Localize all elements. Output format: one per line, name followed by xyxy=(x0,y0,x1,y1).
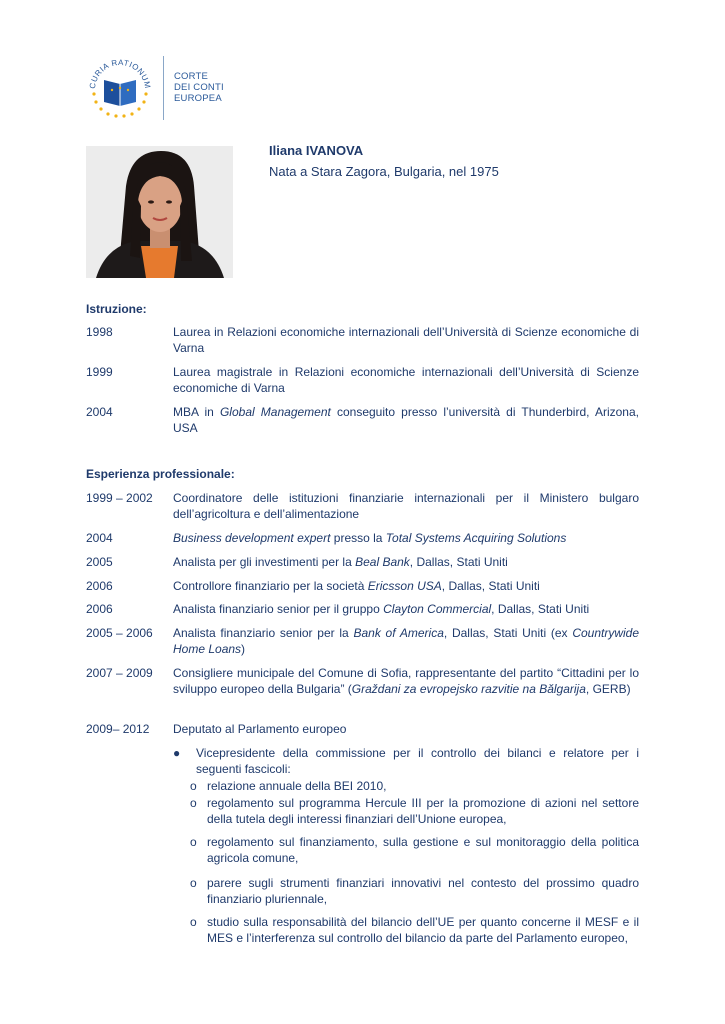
sub-list-text: regolamento sul finanziamento, sulla gestione e sul monitoraggio della politica agricola comune, xyxy=(207,835,639,865)
profile-header xyxy=(269,143,499,179)
sub-list-text: regolamento sul programma Hercule III per la promozione di azioni nel settore della tutela degli interessi finanziari dell’Unione europea, xyxy=(207,796,639,826)
experience-year: 2005 xyxy=(86,555,113,569)
education-text: Laurea in Relazioni economiche internazionali dell’Università di Scienze economiche di Varna xyxy=(173,325,639,355)
sub-list-text: relazione annuale della BEI 2010, xyxy=(207,779,387,793)
experience-year: 2006 xyxy=(86,602,113,616)
education-text: MBA in Global Management conseguito presso l’università di Thunderbird, Arizona, USA xyxy=(173,405,639,435)
institution-name-line: EUROPEA xyxy=(174,93,222,104)
education-year: 1998 xyxy=(86,325,113,339)
eca-seal-logo xyxy=(86,52,154,120)
circle-bullet-icon: o xyxy=(190,835,197,849)
education-text: Laurea magistrale in Relazioni economiche internazionali dell’Università di Scienze economiche di Varna xyxy=(173,365,639,395)
institution-name-line: CORTE xyxy=(174,71,209,82)
person-name: Iliana IVANOVA xyxy=(269,143,364,158)
education-year: 2004 xyxy=(86,405,113,419)
experience-text: Consigliere municipale del Comune di Sofia, rappresentante del partito “Cittadini per lo sviluppo europeo della Bulgaria” (Graždani za evropejsko razvitie na Bălgarija, GERB) xyxy=(173,666,639,696)
sub-list-text: parere sugli strumenti finanziari innovativi nel contesto del prossimo quadro finanziario pluriennale, xyxy=(207,876,639,906)
experience-year: 1999 – 2002 xyxy=(86,491,153,505)
portrait-photo xyxy=(86,146,233,278)
experience-text: Business development expert presso la Total Systems Acquiring Solutions xyxy=(173,531,567,545)
experience-text: Controllore finanziario per la società Ericsson USA, Dallas, Stati Uniti xyxy=(173,579,540,593)
institution-header xyxy=(86,52,286,124)
header-divider xyxy=(163,56,164,120)
experience-text: Analista finanziario senior per il gruppo Clayton Commercial, Dallas, Stati Uniti xyxy=(173,602,590,616)
circle-bullet-icon: o xyxy=(190,779,197,793)
experience-year: 2005 – 2006 xyxy=(86,626,153,640)
experience-year: 2009– 2012 xyxy=(86,722,150,736)
institution-name-line: DEI CONTI xyxy=(174,82,224,93)
experience-year: 2004 xyxy=(86,531,113,545)
section-title-experience: Esperienza professionale: xyxy=(86,467,235,481)
experience-text: Analista finanziario senior per la Bank of America, Dallas, Stati Uniti (ex Countrywide Home Loans) xyxy=(173,626,640,656)
sub-list-text: studio sulla responsabilità del bilancio dell’UE per quanto concerne il MESF e il MES e l’interferenza sul controllo del bilancio da parte del Parlamento europeo, xyxy=(207,915,639,945)
experience-text: Coordinatore delle istituzioni finanziarie internazionali per il Ministero bulgaro dell’agricoltura e dell’alimentazione xyxy=(173,491,639,521)
circle-bullet-icon: o xyxy=(190,796,197,810)
experience-year: 2007 – 2009 xyxy=(86,666,153,680)
experience-text: Deputato al Parlamento europeo xyxy=(173,722,347,736)
bullet-text: Vicepresidente della commissione per il controllo dei bilanci e relatore per i seguenti fascicoli: xyxy=(196,746,639,776)
birth-info: Nata a Stara Zagora, Bulgaria, nel 1975 xyxy=(269,164,499,179)
section-title-education: Istruzione: xyxy=(86,302,147,316)
bullet-icon: ● xyxy=(173,746,181,760)
svg-text:CURIA RATIONUM: CURIA RATIONUM xyxy=(87,57,153,90)
circle-bullet-icon: o xyxy=(190,915,197,929)
experience-text: Analista per gli investimenti per la Beal Bank, Dallas, Stati Uniti xyxy=(173,555,508,569)
circle-bullet-icon: o xyxy=(190,876,197,890)
experience-year: 2006 xyxy=(86,579,113,593)
education-year: 1999 xyxy=(86,365,113,379)
institution-name xyxy=(174,71,224,104)
